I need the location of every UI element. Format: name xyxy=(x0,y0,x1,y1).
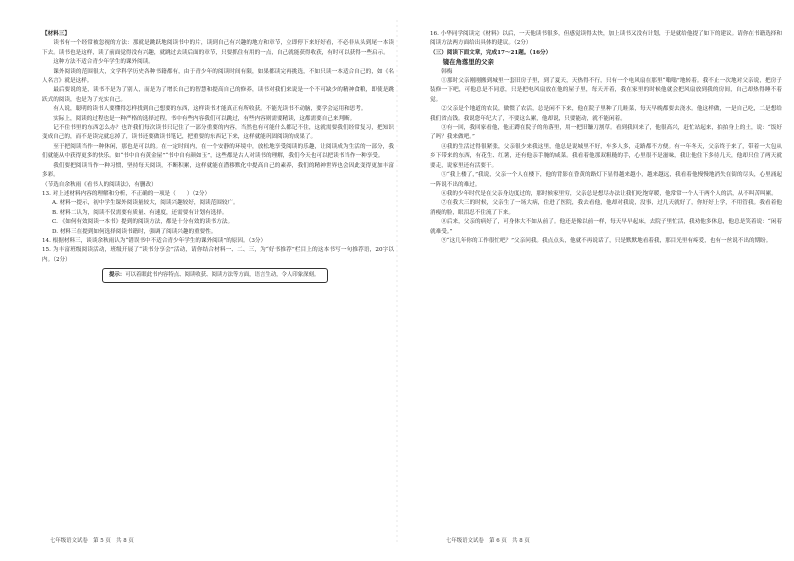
essay-paragraph: ⑤“我上楼了，”我说，父亲一个人在楼下，他的背影在昏黄的路灯下显得越来越小，越来越远，我看着他慢慢地消失在街的尽头，心里涌起一阵说不出的难过。 xyxy=(430,172,782,188)
essay-paragraph: ⑨“这几年你的工作很忙吧？”父亲问我。我点点头，他就不再说话了，只是默默地看着我，那目光里有疼爱，也有一丝说不出的期盼。 xyxy=(441,237,772,244)
material-paragraph: 课外阅读的范围很大，文学科学历史各种书籍都有，由于青少年的阅读时间有限，如果都读完再挑选，不如只读一本适合自己的，如《名人名言》就是这样。 xyxy=(42,68,394,85)
material-three-label: 【材料三】 xyxy=(42,31,70,37)
essay-paragraph: ③有一回，我回家看他，他正蹲在院子的角落里，用一把旧镰刀割草。看到我回来了，他很高兴，赶忙站起来，拍拍身上的土，说：“饭好了吗？我来做吧。” xyxy=(430,125,782,141)
left-page xyxy=(42,30,394,283)
essay-paragraph: ⑧后来，父亲的病好了，可身体大不如从前了。他还是像以前一样，每天早早起床，去院子里忙活，我劝他多休息，他总是笑着说：“闲着就难受。” xyxy=(430,219,782,235)
essay-author: 韩梅 xyxy=(441,68,453,75)
essay-paragraph: ①那时父亲刚刚搬到城里一套旧房子里，到了夏天，天热得不行，只有一个电风扇在那里“嗡嗡”地转着。我不止一次地对父亲说，把房子装修一下吧，可他总是不同意，只是把电风扇放在他的屋子里，每天开着，我在家里的时候他就会把风扇放到我的房间，自己却热得睡不着觉。 xyxy=(430,78,782,103)
question-14: 14. 根据材料三，谈谈余秋雨认为“错误书中不适合青少年学生的课外阅读”的原因。（3分） xyxy=(42,237,267,244)
left-page-footer: 七年级语文试卷 第 5 页 共 8 页 xyxy=(50,538,134,544)
material-paragraph: 这种方法不适合青少年学生的课外阅读。 xyxy=(53,59,154,66)
q13-option-b: B. 材料二认为，阅读不仅需要有质量、有速度，还需要有计划有选择。 xyxy=(52,209,228,216)
question-15: 15. 为丰富班级阅读活动，班级开展了“读书分享会”活动，请你结合材料一、二、三，为“好书推荐”栏目上的这本书写一句推荐语，20字以内。（2分） xyxy=(42,247,394,263)
question-16: 16. 小华同学阅读完《材料》以后，一天他读书很多，但感觉读得太快，加上读书又没有计划，于是就给他提了如下的建议。请你在书籍选择和阅读方法两方面给出具体的建议。（2分） xyxy=(430,31,782,47)
material-source: （节选自余秋雨《看书人的阅读法》，有删改） xyxy=(42,181,157,188)
right-page-footer: 七年级语文试卷 第 6 页 共 8 页 xyxy=(446,538,530,544)
material-paragraph: 至于把阅读当作一种休闲，那也是可以的。在一定时间内，在一个安静的环境中，放松地享受阅读的乐趣，让阅读成为生活的一部分，我们就能从中获得更多的快乐。如“书中自有黄金屋”“书中自有颜如玉”，这些都是古人对读书的理解，我们今天也可以把读书当作一种享受。 xyxy=(42,143,394,160)
q13-option-a: A. 材料一提示，初中学生课外阅读量较大，阅读兴趣较好，阅读范围较广。 xyxy=(52,200,239,207)
essay-paragraph: ⑥我的少年时代是在父亲身边度过的，那时候家里穷，父亲总是想尽办法让我们吃饱穿暖，他常常一个人干两个人的活，从不叫苦叫累。 xyxy=(441,190,777,197)
right-page xyxy=(430,30,782,246)
material-paragraph: 读书有一个经常被忽视的方法：那就是跳跃地阅读书中的片，读到自己有兴趣的地方和章节，立即停下来好好看，不必非从头到尾一本读下去。读书也是这样，读了前面觉得没有兴趣，就跳过去读后面的章节，只要抓住有用的一点，自己就能获得收获，有时可以获得一些启示。 xyxy=(42,40,394,56)
hint-label: 提示： xyxy=(109,272,126,279)
section-three-title: （三）阅读下面文章，完成17～21题。（16分） xyxy=(430,49,552,56)
essay-paragraph: ②父亲是个地道的农民，做惯了农活，总是闲不下来，他在院子里种了几畦菜，每天早晚都要去浇水。他这样做，一是自己吃，二是想给我们省点钱。我说您年纪大了，不要这么累，他却说，只要能动，就不能闲着。 xyxy=(430,106,782,122)
material-paragraph: 实际上，阅读的过程也是一种严格的选择过程，书中有些内容我们可以跳过，有些内容则需要精读，这都需要自己来判断。 xyxy=(53,115,356,122)
material-paragraph: 有人说，聪明的读书人要懂得怎样找到自己想要的东西，这样读书才能真正有所收获。不能光读书不动脑，要学会运用和思考。 xyxy=(53,106,367,113)
hint-box xyxy=(102,268,328,282)
material-paragraph: 记不住书里的东西怎么办？也许我们每次读书只记住了一部分重要的内容，当然也有可能什么都记不住，这就需要我们经常复习，把知识变成自己的，而不是读完就忘掉了，读书还要做读书笔记，把重要的东西记下来，这样就能巩固阅读的成果了。 xyxy=(42,125,394,141)
material-paragraph: 我们要把阅读当作一种习惯，坚持每天阅读，不断积累，这样就能在潜移默化中提高自己的素养，我们的精神世界也会因此变得更加丰富多彩。 xyxy=(42,162,394,179)
essay-paragraph: ⑦在我大三的时候，父亲生了一场大病，住进了医院，我去看他，他却对我说，没事，过几天就好了，你好好上学，不用管我。我看着他消瘦的脸，眼泪忍不住流了下来。 xyxy=(430,200,782,216)
essay-title: 镜在角落里的父亲 xyxy=(442,58,494,67)
material-paragraph: 最后要说的是，读书不是为了别人，而是为了增长自己的智慧和提高自己的修养，读书对我们来说是一个不可缺少的精神食粮，即使是跳跃式的阅读，也是为了充实自己。 xyxy=(42,87,394,103)
essay-paragraph: ④我的生活过得很紧张，父亲很少来我这里，他总是说城里不好，车多人多，走路都不方便。有一年冬天，父亲终于来了，带着一大包从乡下带来的东西，有花生、红薯，还有他亲手腌的咸菜。我看着他那双粗糙的手，心里很不是滋味，我让他住下多待几天，他却只住了两天就要走，说家里还有活要干。 xyxy=(430,143,782,169)
q13-option-d: D. 材料三在提到如何选择阅读书籍时，强调了阅读兴趣的重要性。 xyxy=(52,228,217,235)
hint-text: 可以着眼此书内容特点、阅读收获、阅读方法等方面，语言生动，令人印象深刻。 xyxy=(125,272,320,279)
question-13: 13. 对上述材料内容的理解和分析，不正确的一项是（ ）（2分） xyxy=(42,190,211,197)
q13-option-c: C. 《如何有效阅读一本书》提到的阅读方法，都是十分有效的读书方法。 xyxy=(52,219,234,226)
